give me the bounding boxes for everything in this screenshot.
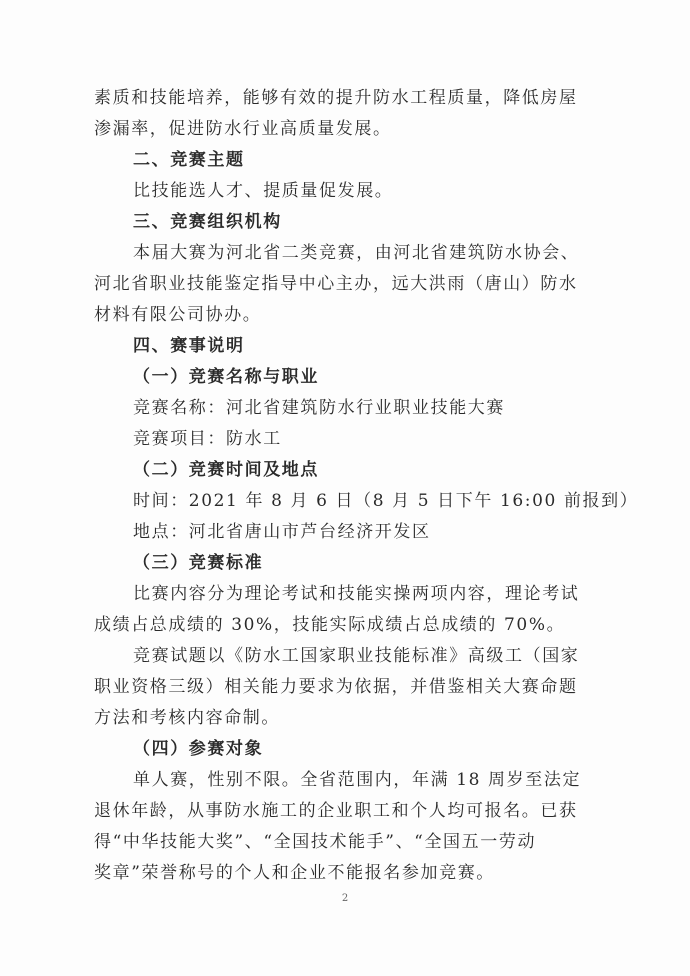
paragraph-line: 素质和技能培养，能够有效的提升防水工程质量，降低房屋 — [94, 88, 578, 108]
subsection-heading: （三）竞赛标准 — [133, 553, 264, 573]
paragraph-line: 比赛内容分为理论考试和技能实操两项内容，理论考试 — [133, 584, 580, 604]
page-number: 2 — [341, 893, 349, 904]
paragraph-line: 方法和考核内容命制。 — [94, 708, 280, 728]
paragraph-line: 竞赛名称：河北省建筑防水行业职业技能大赛 — [133, 398, 505, 418]
paragraph-line: 河北省职业技能鉴定指导中心主办，远大洪雨（唐山）防水 — [94, 274, 578, 294]
paragraph-line: 材料有限公司协办。 — [94, 305, 262, 325]
subsection-heading: （二）竞赛时间及地点 — [133, 460, 319, 480]
paragraph-line: 退休年龄，从事防水施工的企业职工和个人均可报名。已获 — [94, 801, 578, 821]
paragraph-line: 比技能选人才、提质量促发展。 — [133, 181, 394, 201]
paragraph-line: 单人赛，性别不限。全省范围内，年满 18 周岁至法定 — [133, 770, 582, 790]
subsection-heading: （一）竞赛名称与职业 — [133, 367, 319, 387]
paragraph-line: 本届大赛为河北省二类竞赛，由河北省建筑防水协会、 — [133, 243, 580, 263]
paragraph-line: 竞赛项目：防水工 — [133, 429, 282, 449]
subsection-heading: （四）参赛对象 — [133, 739, 264, 759]
section-heading: 二、竞赛主题 — [133, 150, 245, 170]
paragraph-line: 地点：河北省唐山市芦台经济开发区 — [133, 522, 431, 542]
paragraph-line: 得“中华技能大奖”、“全国技术能手”、“全国五一劳动 — [94, 832, 537, 852]
paragraph-line: 时间：2021 年 8 月 6 日（8 月 5 日下午 16:00 前报到） — [133, 491, 639, 511]
paragraph-line: 成绩占总成绩的 30%，技能实际成绩占总成绩的 70%。 — [94, 615, 566, 635]
section-heading: 四、赛事说明 — [133, 336, 245, 356]
paragraph-line: 职业资格三级）相关能力要求为依据，并借鉴相关大赛命题 — [94, 677, 578, 697]
paragraph-line: 渗漏率，促进防水行业高质量发展。 — [94, 119, 392, 139]
paragraph-line: 竞赛试题以《防水工国家职业技能标准》高级工（国家 — [133, 646, 580, 666]
paragraph-line: 奖章”荣誉称号的个人和企业不能报名参加竞赛。 — [94, 863, 495, 883]
section-heading: 三、竞赛组织机构 — [133, 212, 282, 232]
